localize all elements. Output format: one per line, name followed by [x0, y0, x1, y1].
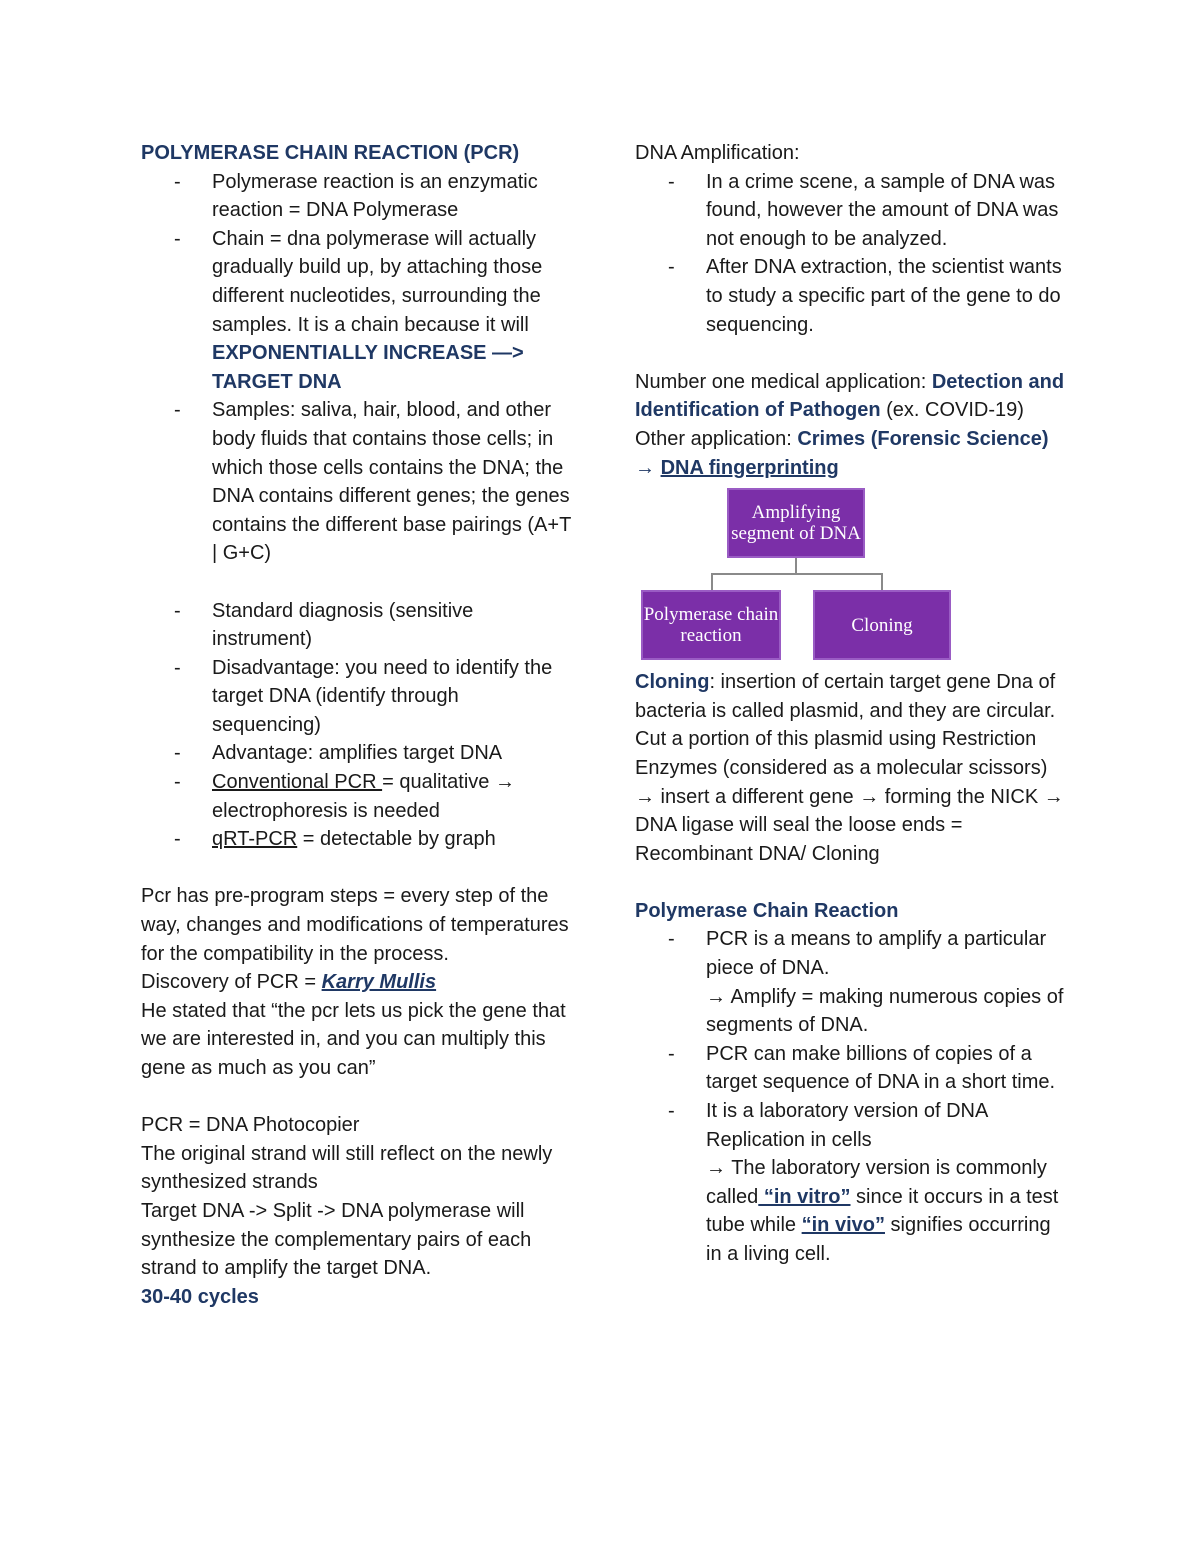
pcr-bullet-list-2: [141, 597, 571, 854]
list-item: - Conventional PCR = qualitative → electrophoresis is needed: [141, 768, 571, 825]
connector-line: [711, 573, 883, 575]
diagram-box-pcr: Polymerase chain reaction: [641, 590, 781, 660]
paragraph: Target DNA -> Split -> DNA polymerase will synthesize the complementary pairs of each strand to amplify the target DNA.: [141, 1199, 532, 1280]
emphasis-text: EXPONENTIALLY INCREASE —> TARGET DNA: [212, 342, 524, 393]
paragraph: Other application: Crimes (Forensic Science) → DNA fingerprinting: [635, 427, 1049, 479]
list-item: - After DNA extraction, the scientist wants to study a specific part of the gene to do sequencing.: [635, 253, 1065, 339]
underlined-term: qRT-PCR: [212, 828, 298, 851]
paragraph: He stated that “the pcr lets us pick the gene that we are interested in, and you can multiply this gene as much as you can”: [141, 999, 566, 1079]
pcr-facts-list: [635, 925, 1065, 1268]
list-item: - PCR is a means to amplify a particular piece of DNA. → Amplify = making numerous copies of segments of DNA.: [635, 925, 1065, 1039]
list-item: - qRT-PCR = detectable by graph: [141, 825, 571, 854]
list-item: - Polymerase reaction is an enzymatic reaction = DNA Polymerase: [141, 168, 571, 225]
list-item: - Standard diagnosis (sensitive instrument): [141, 597, 571, 654]
diagram-box-amplifying: Amplifying segment of DNA: [727, 488, 865, 558]
underlined-term: Conventional PCR: [212, 771, 383, 794]
paragraph: PCR = DNA Photocopier: [141, 1114, 360, 1137]
paragraph: Number one medical application: Detection and Identification of Pathogen (ex. COVID-19): [635, 370, 1065, 422]
in-vitro-link[interactable]: “in vitro”: [758, 1185, 851, 1208]
karry-mullis-link[interactable]: Karry Mullis: [321, 971, 437, 994]
list-item: - PCR can make billions of copies of a target sequence of DNA in a short time.: [635, 1040, 1065, 1097]
connector-line: [881, 573, 883, 590]
in-vivo-link[interactable]: “in vivo”: [801, 1214, 885, 1237]
dna-fingerprinting-link[interactable]: DNA fingerprinting: [660, 456, 839, 479]
pcr-bullet-list: [141, 168, 571, 568]
paragraph: Pcr has pre-program steps = every step of the way, changes and modifications of temperatures for the compatibility in the process.: [141, 885, 569, 965]
pcr-title: POLYMERASE CHAIN REACTION (PCR): [141, 142, 520, 164]
list-item: - Samples: saliva, hair, blood, and other body fluids that contains those cells; in which those cells contains the DNA; the DNA contains different genes; the genes contains the different base pairings (A+T | G+C): [141, 396, 571, 568]
list-item: - It is a laboratory version of DNA Replication in cells → The laboratory version is commonly called “in vitro” since it occurs in a test tube while “in vivo” signifies occurring in a living cell.: [635, 1097, 1065, 1269]
paragraph: The original strand will still reflect on the newly synthesized strands: [141, 1142, 553, 1194]
paragraph: Discovery of PCR = Karry Mullis: [141, 971, 437, 994]
diagram-box-cloning: Cloning: [813, 590, 951, 660]
cycles-text: 30-40 cycles: [141, 1285, 259, 1308]
connector-line: [711, 573, 713, 590]
amplification-list: [635, 168, 1065, 340]
section-heading: Polymerase Chain Reaction: [635, 899, 899, 922]
list-item: - Chain = dna polymerase will actually gradually build up, by attaching those different nucleotides, surrounding the samples. It is a chain because it will EXPONENTIALLY INCREASE —> TARGET DNA: [141, 225, 571, 397]
connector-line: [795, 558, 797, 574]
paragraph: Cloning: insertion of certain target gene Dna of bacteria is called plasmid, and they are circular. Cut a portion of this plasmid using Restriction Enzymes (considered as a molecular scissors) → insert a different gene → forming the NICK → DNA ligase will seal the loose ends = Recombinant DNA/ Cloning: [635, 671, 1064, 865]
list-item: - In a crime scene, a sample of DNA was found, however the amount of DNA was not enough to be analyzed.: [635, 168, 1065, 254]
amplification-diagram: [641, 488, 961, 660]
left-column: [141, 139, 571, 1311]
list-item: - Advantage: amplifies target DNA: [141, 739, 571, 768]
list-item: - Disadvantage: you need to identify the target DNA (identify through sequencing): [141, 654, 571, 740]
right-column: [635, 139, 1065, 1269]
section-heading: DNA Amplification:: [635, 142, 800, 164]
